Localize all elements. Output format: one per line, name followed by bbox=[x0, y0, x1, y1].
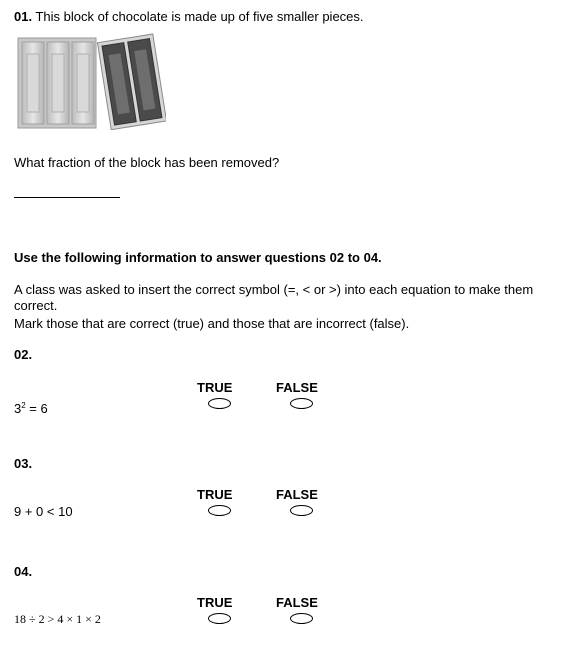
q01-stem bbox=[14, 9, 364, 24]
q04-false-bubble[interactable] bbox=[290, 613, 313, 624]
instructions-line3: Mark those that are correct (true) and those that are incorrect (false). bbox=[14, 316, 410, 331]
q02-base: 3 bbox=[14, 401, 22, 416]
q04-true-label: TRUE bbox=[197, 595, 233, 610]
q03-equation: 9 + 0 < 10 bbox=[14, 504, 73, 519]
instructions-heading: Use the following information to answer questions 02 to 04. bbox=[14, 250, 382, 265]
removed-pieces bbox=[97, 34, 166, 130]
q04-true-bubble[interactable] bbox=[208, 613, 231, 624]
q01-answer-line[interactable] bbox=[14, 197, 120, 198]
q02-exponent: 2 bbox=[21, 401, 26, 410]
instructions-line2: correct. bbox=[14, 298, 58, 313]
remaining-pieces bbox=[18, 38, 96, 128]
q03-true-bubble[interactable] bbox=[208, 505, 231, 516]
q04-equation: 18 ÷ 2 > 4 × 1 × 2 bbox=[14, 612, 101, 626]
q03-number: 03. bbox=[14, 456, 33, 471]
q02-true-label: TRUE bbox=[197, 380, 233, 395]
q01-text: This block of chocolate is made up of five smaller pieces. bbox=[35, 9, 364, 24]
q02-number: 02. bbox=[14, 347, 33, 362]
q04-number: 04. bbox=[14, 564, 33, 579]
q02-false-label: FALSE bbox=[276, 380, 318, 395]
instructions-line1: A class was asked to insert the correct symbol (=, < or >) into each equation to make them bbox=[14, 282, 534, 297]
q03-false-label: FALSE bbox=[276, 487, 318, 502]
q04-false-label: FALSE bbox=[276, 595, 318, 610]
q01-number: 01. bbox=[14, 9, 33, 24]
q02-rest: = 6 bbox=[25, 401, 48, 416]
q02-equation bbox=[14, 401, 48, 416]
q03-true-label: TRUE bbox=[197, 487, 233, 502]
chocolate-block-image bbox=[16, 32, 166, 130]
q02-false-bubble[interactable] bbox=[290, 398, 313, 409]
q01-question: What fraction of the block has been removed? bbox=[14, 155, 280, 170]
q02-true-bubble[interactable] bbox=[208, 398, 231, 409]
q03-false-bubble[interactable] bbox=[290, 505, 313, 516]
